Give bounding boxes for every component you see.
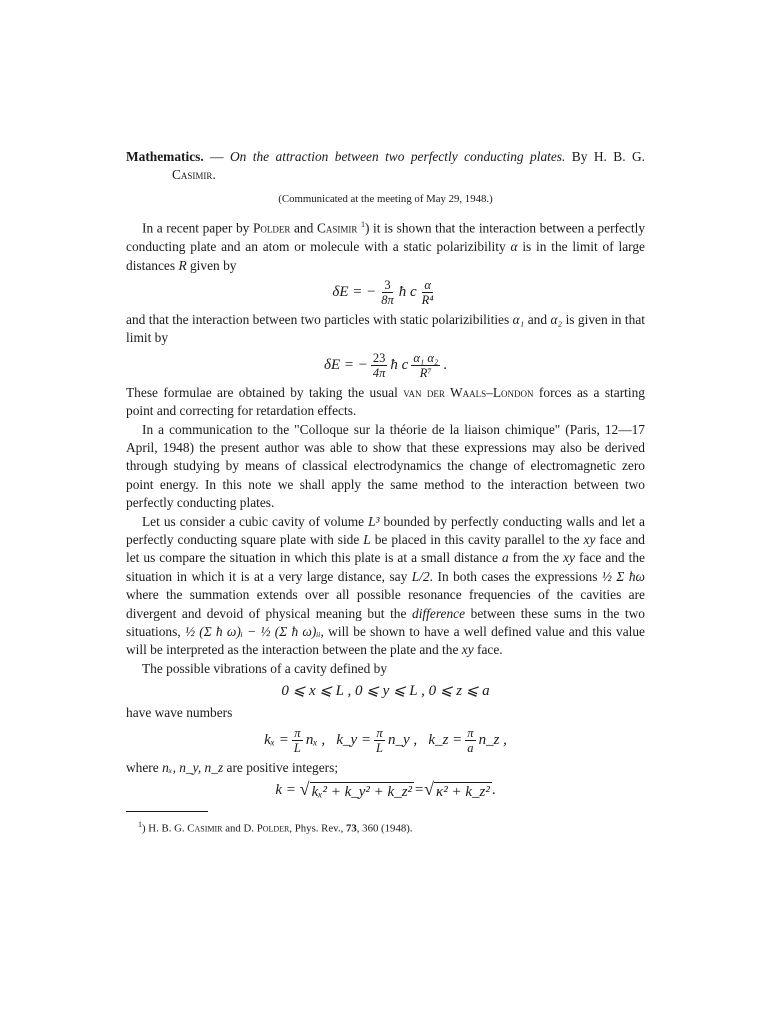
- footnote: $^1$) H. B. G. Casimir and D. Polder, Phys. Rev., 73, 360 (1948).: [138, 820, 413, 835]
- equation-1: δE = − $\frac{3}{8\pi}$ ħ c $\frac{\alpha}{\text{R⁴}}$: [332, 277, 434, 307]
- title-text: On the attraction between two perfectly conducting plates.: [229, 149, 566, 164]
- paragraph-8: where nₓ, n_y, n_z are positive integers;: [126, 759, 339, 775]
- footnote-ref[interactable]: 1: [360, 220, 365, 230]
- paragraph-1: In a recent paper by Polder and Casimir $^1$) it is shown that the interaction between a perfectly conducting plate and an atom or molecule with a static polarizibility α is in the limit of large distances R given by: [126, 220, 646, 273]
- paragraph-6: The possible vibrations of a cavity defined by: [142, 660, 388, 676]
- paragraph-3: These formulae are obtained by taking the usual van der Waals–London forces as a starting point and correcting for retardation effects.: [126, 384, 645, 419]
- paper-page: [126, 148, 645, 836]
- communicated-note: (Communicated at the meeting of May 29, 1948.): [278, 192, 493, 205]
- subject-label: Mathematics.: [126, 149, 204, 164]
- paragraph-5: Let us consider a cubic cavity of volume L³ bounded by perfectly conducting walls and let a perfectly conducting square plate with side L be placed in this cavity parallel to the xy face and let us compare the situation in which this plate is at a small distance a from the xy face and the situation in which it is at a very large distance, say L/2. In both cases the expressions ½ Σ ħω where the summation extends over all possible resonance frequencies of the cavities are divergent and devoid of physical meaning but the difference between these sums in the two situations, ½ (Σ ħ ω)ᵢ − ½ (Σ ħ ω)ᵢᵢ, will be shown to have a well defined value and this value will be interpreted as the interaction between the plate and the xy face.: [126, 513, 646, 658]
- paper-title: Mathematics. — On the attraction between two perfectly conducting plates. By H. B. G. Casimir.: [126, 149, 646, 183]
- paragraph-7: have wave numbers: [126, 705, 233, 721]
- paragraph-4: In a communication to the "Colloque sur la théorie de la liaison chimique" (Paris, 12—17 April, 1948) the present author was able to show that these expressions may also be derived through studying by means of classical electrodynamics the change of electromagnetic zero point energy. In this note we shall apply the same method to the interaction between two perfectly conducting plates.: [126, 421, 645, 511]
- equation-3: 0 ⩽ x ⩽ L , 0 ⩽ y ⩽ L , 0 ⩽ z ⩽ a: [281, 683, 490, 700]
- footnote-divider: [126, 811, 208, 812]
- author-name: Casimir: [172, 167, 213, 183]
- paragraph-2: and that the interaction between two particles with static polarizibilities α₁ and α₂ is given in that limit by: [126, 311, 645, 346]
- equation-2: δE = − $\frac{23}{4\pi}$ ħ c $\frac{\text{α₁ α₂}}{\text{R⁷}}$ .: [323, 350, 448, 380]
- equation-4: kₓ = $\frac{\pi}{L}$ nₓ , k_y = $\frac{\pi}{L}$ n_y , k_z = $\frac{\pi}{a}$ n_z ,: [264, 725, 507, 755]
- equation-5: k = √ kₓ² + k_y² + k_z² = √ κ² + k_z² .: [275, 779, 496, 801]
